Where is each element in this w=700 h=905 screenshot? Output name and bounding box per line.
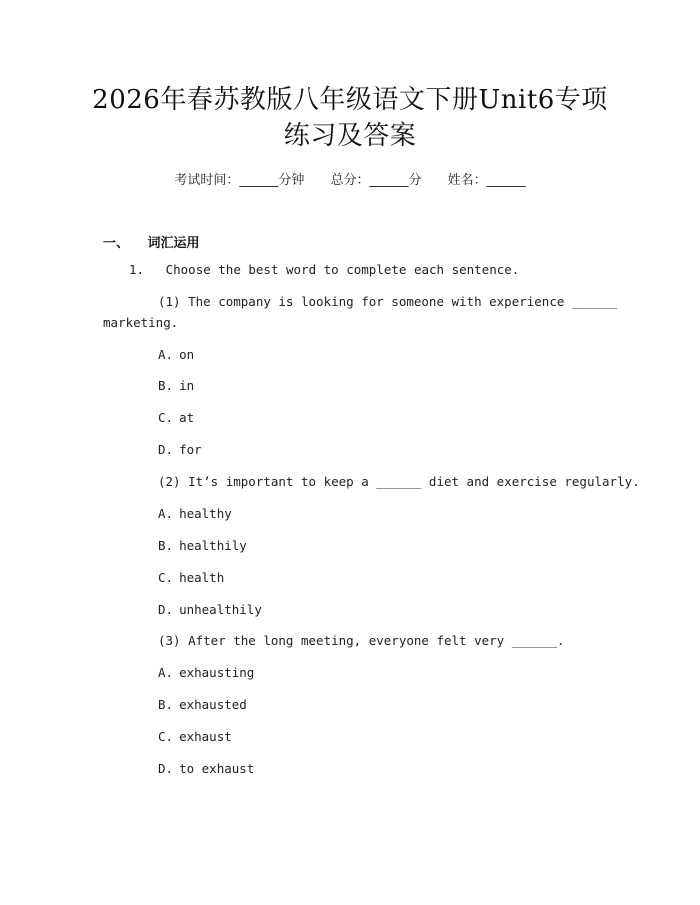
item-3-option-c xyxy=(158,729,232,744)
item-2-option-b xyxy=(158,538,247,553)
option-letter: B. xyxy=(158,697,174,712)
section-number: 一、 xyxy=(103,236,130,251)
item-1-stem: (1) The company is looking for someone with experience ______ xyxy=(158,294,618,309)
section-heading xyxy=(103,232,200,251)
option-letter: C. xyxy=(158,729,174,744)
option-text: unhealthily xyxy=(179,602,262,617)
item-1-option-b xyxy=(158,378,194,393)
item-1-option-c xyxy=(158,410,194,425)
option-text: exhausted xyxy=(179,697,247,712)
document-title xyxy=(60,82,640,154)
title-line-2: 练习及答案 xyxy=(283,121,417,151)
option-text: health xyxy=(179,570,225,585)
item-3-option-a xyxy=(158,665,254,680)
option-letter: A. xyxy=(158,506,174,521)
item-1-option-a xyxy=(158,347,194,362)
item-3-option-d xyxy=(158,761,254,776)
option-letter: D. xyxy=(158,602,174,617)
option-text: healthily xyxy=(179,538,247,553)
option-text: on xyxy=(179,347,195,362)
question-instruction xyxy=(129,262,519,277)
option-letter: A. xyxy=(158,347,174,362)
option-text: exhaust xyxy=(179,729,232,744)
item-2-stem: (2) It’s important to keep a ______ diet and exercise regularly. xyxy=(158,474,640,489)
item-3-stem: (3) After the long meeting, everyone felt very ______. xyxy=(158,633,565,648)
option-text: for xyxy=(179,442,202,457)
question-number: 1. xyxy=(129,262,145,277)
section-title: 词汇运用 xyxy=(147,236,200,251)
option-letter: A. xyxy=(158,665,174,680)
option-text: healthy xyxy=(179,506,232,521)
option-letter: C. xyxy=(158,410,174,425)
item-2-option-d xyxy=(158,602,262,617)
option-letter: B. xyxy=(158,378,174,393)
option-letter: D. xyxy=(158,442,174,457)
student-name: 姓名：______ xyxy=(447,173,526,188)
option-text: in xyxy=(179,378,195,393)
exam-meta xyxy=(0,169,700,188)
option-letter: B. xyxy=(158,538,174,553)
title-line-1: 2026年春苏教版八年级语文下册Unit6专项 xyxy=(92,85,608,115)
option-text: to exhaust xyxy=(179,761,255,776)
item-3-option-b xyxy=(158,697,247,712)
item-2-option-c xyxy=(158,570,224,585)
exam-time: 考试时间：______分钟 xyxy=(174,173,305,188)
option-letter: C. xyxy=(158,570,174,585)
option-letter: D. xyxy=(158,761,174,776)
item-1-stem-continued: marketing. xyxy=(103,315,179,330)
option-text: exhausting xyxy=(179,665,255,680)
item-2-option-a xyxy=(158,506,232,521)
option-text: at xyxy=(179,410,195,425)
exam-total-score: 总分：______分 xyxy=(330,173,422,188)
item-1-option-d xyxy=(158,442,202,457)
instruction-text: Choose the best word to complete each sentence. xyxy=(165,262,520,277)
